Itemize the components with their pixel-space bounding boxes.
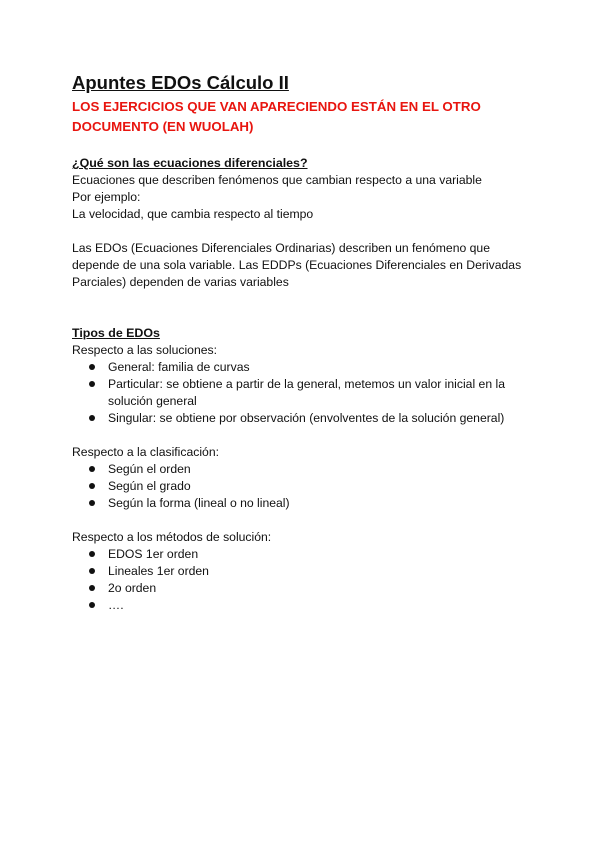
list-item: Particular: se obtiene a partir de la general, metemos un valor inicial en la solución general [72,376,532,410]
definition-line: Ecuaciones que describen fenómenos que cambian respecto a una variable [72,173,482,187]
classification-list [72,461,532,512]
list-item: EDOS 1er orden [72,546,532,563]
list-item: General: familia de curvas [72,359,532,376]
list-item: …. [72,597,532,614]
bullet-icon [89,415,95,421]
document-title: Apuntes EDOs Cálculo II [72,72,289,93]
list-item: Según el orden [72,461,532,478]
bullet-icon [89,381,95,387]
document-body [72,72,532,614]
methods-list [72,546,532,614]
list-item: Singular: se obtiene por observación (envolventes de la solución general) [72,410,532,427]
bullet-icon [89,568,95,574]
group-intro-methods: Respecto a los métodos de solución: [72,530,272,544]
exercises-notice: LOS EJERCICIOS QUE VAN APARECIENDO ESTÁN EN EL OTRO DOCUMENTO (EN WUOLAH) [72,99,481,134]
example-line: La velocidad, que cambia respecto al tiempo [72,207,314,221]
example-label: Por ejemplo: [72,190,141,204]
bullet-icon [89,364,95,370]
solutions-list [72,359,532,427]
group-intro-classification: Respecto a la clasificación: [72,445,219,459]
bullet-icon [89,500,95,506]
bullet-icon [89,602,95,608]
list-item: Según el grado [72,478,532,495]
bullet-icon [89,585,95,591]
section-heading-types: Tipos de EDOs [72,326,160,340]
section-heading-what-are: ¿Qué son las ecuaciones diferenciales? [72,156,308,170]
list-item: 2o orden [72,580,532,597]
group-intro-solutions: Respecto a las soluciones: [72,343,217,357]
edos-paragraph: Las EDOs (Ecuaciones Diferenciales Ordinarias) describen un fenómeno que depende de una sola variable. Las EDDPs (Ecuaciones Diferenciales en Derivadas Parciales) dependen de varias variables [72,241,522,289]
bullet-icon [89,483,95,489]
bullet-icon [89,551,95,557]
list-item: Lineales 1er orden [72,563,532,580]
list-item: Según la forma (lineal o no lineal) [72,495,532,512]
bullet-icon [89,466,95,472]
